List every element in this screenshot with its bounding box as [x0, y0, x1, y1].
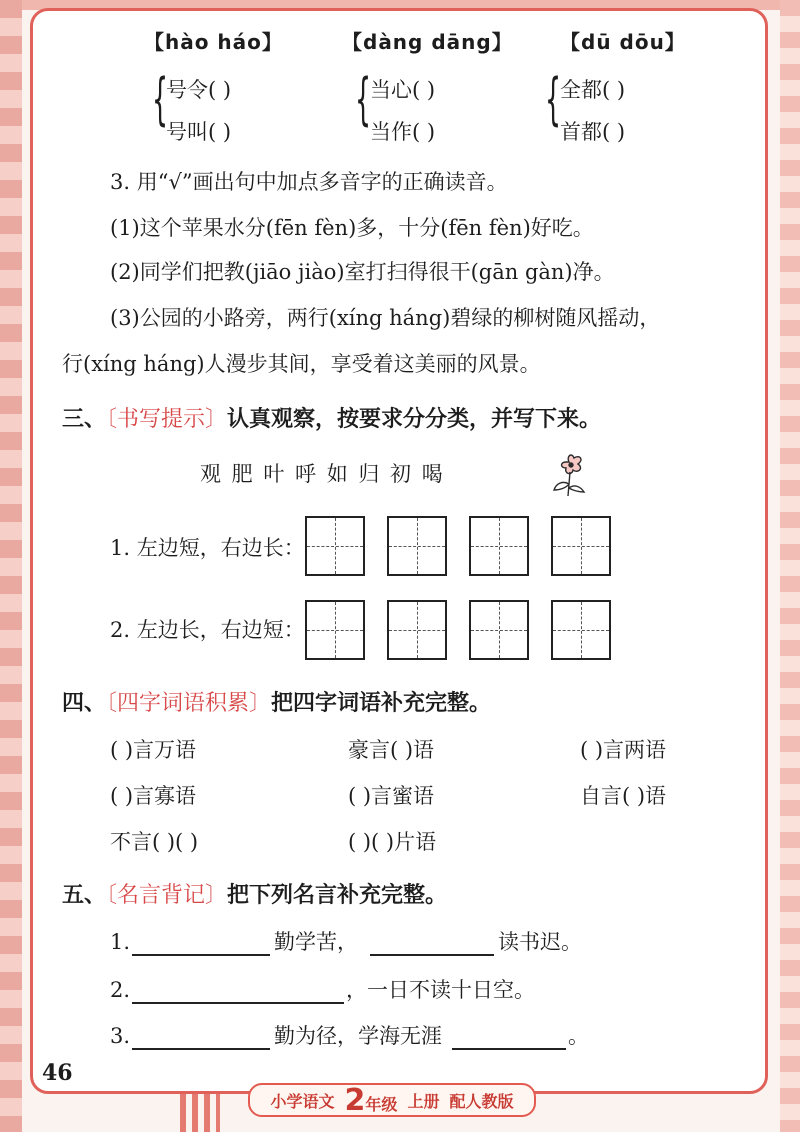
section-3-heading: 三、〔书写提示〕认真观察，按要求分分类，并写下来。 [62, 407, 602, 432]
idiom-item: 豪言( )语 [348, 738, 435, 762]
decorative-stripes [180, 1094, 220, 1132]
row-1-label: 1. 左边短，右边长： [110, 536, 305, 560]
writing-grid[interactable] [387, 600, 447, 660]
brace-icon: { [355, 67, 372, 132]
word-dangzuo: 当作( ) [370, 120, 436, 144]
q3-title: 3. 用“√”画出句中加点多音字的正确读音。 [110, 170, 508, 194]
idiom-item: ( )( )片语 [348, 830, 437, 854]
brace-icon: { [545, 67, 562, 132]
quote-1-end: 读书迟。 [498, 930, 582, 954]
idiom-item: ( )言万语 [110, 738, 197, 762]
answer-blank[interactable] [370, 930, 494, 956]
writing-grid[interactable] [469, 600, 529, 660]
idiom-item: ( )言蜜语 [348, 784, 435, 808]
word-shoudu: 首都( ) [560, 120, 626, 144]
page-left-border [0, 0, 22, 1132]
footer-volume: 上册 [407, 1091, 440, 1111]
page-right-border [780, 0, 800, 1132]
quote-2-number: 2. [110, 978, 131, 1002]
answer-blank[interactable] [132, 978, 344, 1004]
quote-3-number: 3. [110, 1024, 131, 1048]
quote-1-number: 1. [110, 930, 131, 954]
pinyin-head-dang: 【dàng dāng】 [342, 30, 513, 54]
answer-blank[interactable] [132, 1024, 270, 1050]
idiom-item: 自言( )语 [580, 784, 667, 808]
footer-edition: 配人教版 [449, 1091, 514, 1111]
idiom-item: ( )言寡语 [110, 784, 197, 808]
writing-grid[interactable] [387, 516, 447, 576]
writing-grid[interactable] [305, 516, 365, 576]
quote-3-end: 。 [568, 1024, 589, 1048]
row-2-label: 2. 左边长，右边短： [110, 618, 305, 642]
page-number: 46 [42, 1060, 73, 1086]
section-4-heading: 四、〔四字词语积累〕把四字词语补充完整。 [62, 691, 492, 716]
quote-1-middle: 勤学苦， [274, 930, 358, 954]
book-footer-badge [248, 1083, 536, 1117]
answer-blank[interactable] [452, 1024, 566, 1050]
footer-grade-group [345, 1083, 398, 1118]
quote-3-middle: 勤为径，学海无涯 [274, 1024, 442, 1048]
footer-grade: 2 [344, 1082, 366, 1118]
quote-2-middle: ，一日不读十日空。 [346, 978, 535, 1002]
word-quandou: 全都( ) [560, 78, 626, 102]
q3-line-3: (3)公园的小路旁，两行(xíng háng)碧绿的柳树随风摇动， [110, 306, 661, 330]
q3-line-1: (1)这个苹果水分(fēn fèn)多，十分(fēn fèn)好吃。 [110, 216, 594, 240]
writing-grid[interactable] [551, 600, 611, 660]
word-haoling: 号令( ) [166, 78, 232, 102]
q3-line-2: (2)同学们把教(jiāo jiào)室打扫得很干(gān gàn)净。 [110, 260, 615, 284]
section-5-heading: 五、〔名言背记〕把下列名言补充完整。 [62, 883, 448, 908]
flower-icon [544, 450, 594, 500]
brace-icon: { [152, 67, 169, 132]
idiom-item: ( )言两语 [580, 738, 667, 762]
writing-grid[interactable] [551, 516, 611, 576]
footer-grade-suffix: 年级 [365, 1094, 398, 1114]
writing-grid[interactable] [469, 516, 529, 576]
q3-line-4: 行(xíng háng)人漫步其间，享受着这美丽的风景。 [62, 352, 541, 376]
idiom-item: 不言( )( ) [110, 830, 199, 854]
word-haojiao: 号叫( ) [166, 120, 232, 144]
character-list: 观 肥 叶 呼 如 归 初 喝 [200, 462, 445, 486]
pinyin-head-hao: 【hào háo】 [144, 30, 283, 54]
pinyin-head-du: 【dū dōu】 [560, 30, 686, 54]
writing-grid[interactable] [305, 600, 365, 660]
word-dangxin: 当心( ) [370, 78, 436, 102]
answer-blank[interactable] [132, 930, 270, 956]
footer-subject: 小学语文 [270, 1091, 335, 1111]
